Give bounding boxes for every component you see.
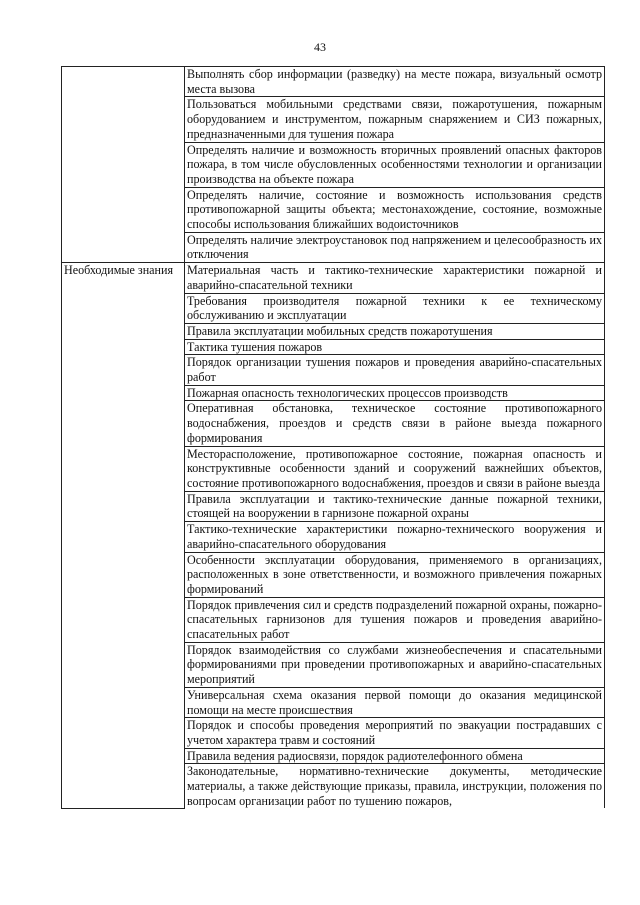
- table-cell: Выполнять сбор информации (разведку) на месте пожара, визуальный осмотр места вызова: [185, 67, 605, 97]
- table-cell: Законодательные, нормативно-технические документы, методические материалы, а также действующие приказы, правила, инструкции, положения по вопросам организации работ по тушению пожаров,: [185, 764, 605, 809]
- table-cell: Пользоваться мобильными средствами связи, пожаротушения, пожарным оборудованием и инструментом, пожарным снаряжением и СИЗ пожарных, предназначенными для тушения пожара: [185, 97, 605, 142]
- table-cell: Правила эксплуатации и тактико-технические данные пожарной техники, стоящей на вооружении в гарнизоне пожарной охраны: [185, 491, 605, 521]
- table-cell: Определять наличие электроустановок под напряжением и целесообразность их отключения: [185, 232, 605, 262]
- table-cell: Оперативная обстановка, техническое состояние противопожарного водоснабжения, проездов и средств связи в районе выезда пожарного формирования: [185, 401, 605, 446]
- table-cell: Универсальная схема оказания первой помощи до оказания медицинской помощи на месте происшествия: [185, 687, 605, 717]
- table-cell: Пожарная опасность технологических процессов производств: [185, 385, 605, 401]
- table-cell: Тактика тушения пожаров: [185, 339, 605, 355]
- table-cell: Порядок взаимодействия со службами жизнеобеспечения и спасательными формированиями при проведении противопожарных и аварийно-спасательных мероприятий: [185, 642, 605, 687]
- table-cell: Месторасположение, противопожарное состояние, пожарная опасность и конструктивные особенности зданий и сооружений важнейших объектов, состояние противопожарного водоснабжения, проездов и связи в районе выезда: [185, 446, 605, 491]
- table-cell: Определять наличие, состояние и возможность использования средств противопожарной защиты объекта; местонахождение, состояние, возможные способы использования ближайших водоисточников: [185, 187, 605, 232]
- section-label: [62, 67, 185, 263]
- table-cell: Тактико-технические характеристики пожарно-технического вооружения и аварийно-спасательного оборудования: [185, 522, 605, 552]
- section-label: Необходимые знания: [62, 263, 185, 809]
- table-row: [62, 67, 605, 97]
- table-cell: Порядок привлечения сил и средств подразделений пожарной охраны, пожарно-спасательных гарнизонов для тушения пожаров и проведения аварийно-спасательных работ: [185, 597, 605, 642]
- page-number: 43: [314, 40, 326, 54]
- table-cell: Материальная часть и тактико-технические характеристики пожарной и аварийно-спасательной техники: [185, 263, 605, 293]
- table-cell: Правила эксплуатации мобильных средств пожаротушения: [185, 323, 605, 339]
- table-row: [62, 263, 605, 293]
- table-cell: Правила ведения радиосвязи, порядок радиотелефонного обмена: [185, 748, 605, 764]
- table-cell: Порядок и способы проведения мероприятий по эвакуации пострадавших с учетом характера травм и состояний: [185, 718, 605, 748]
- competency-table: [61, 66, 605, 809]
- table-cell: Особенности эксплуатации оборудования, применяемого в организациях, расположенных в зоне ответственности, и возможного привлечения пожарных формирований: [185, 552, 605, 597]
- table-cell: Порядок организации тушения пожаров и проведения аварийно-спасательных работ: [185, 355, 605, 385]
- table-cell: Требования производителя пожарной техники к ее техническому обслуживанию и эксплуатации: [185, 293, 605, 323]
- table-cell: Определять наличие и возможность вторичных проявлений опасных факторов пожара, в том числе обусловленных особенностями технологии и организации производства на объекте пожара: [185, 142, 605, 187]
